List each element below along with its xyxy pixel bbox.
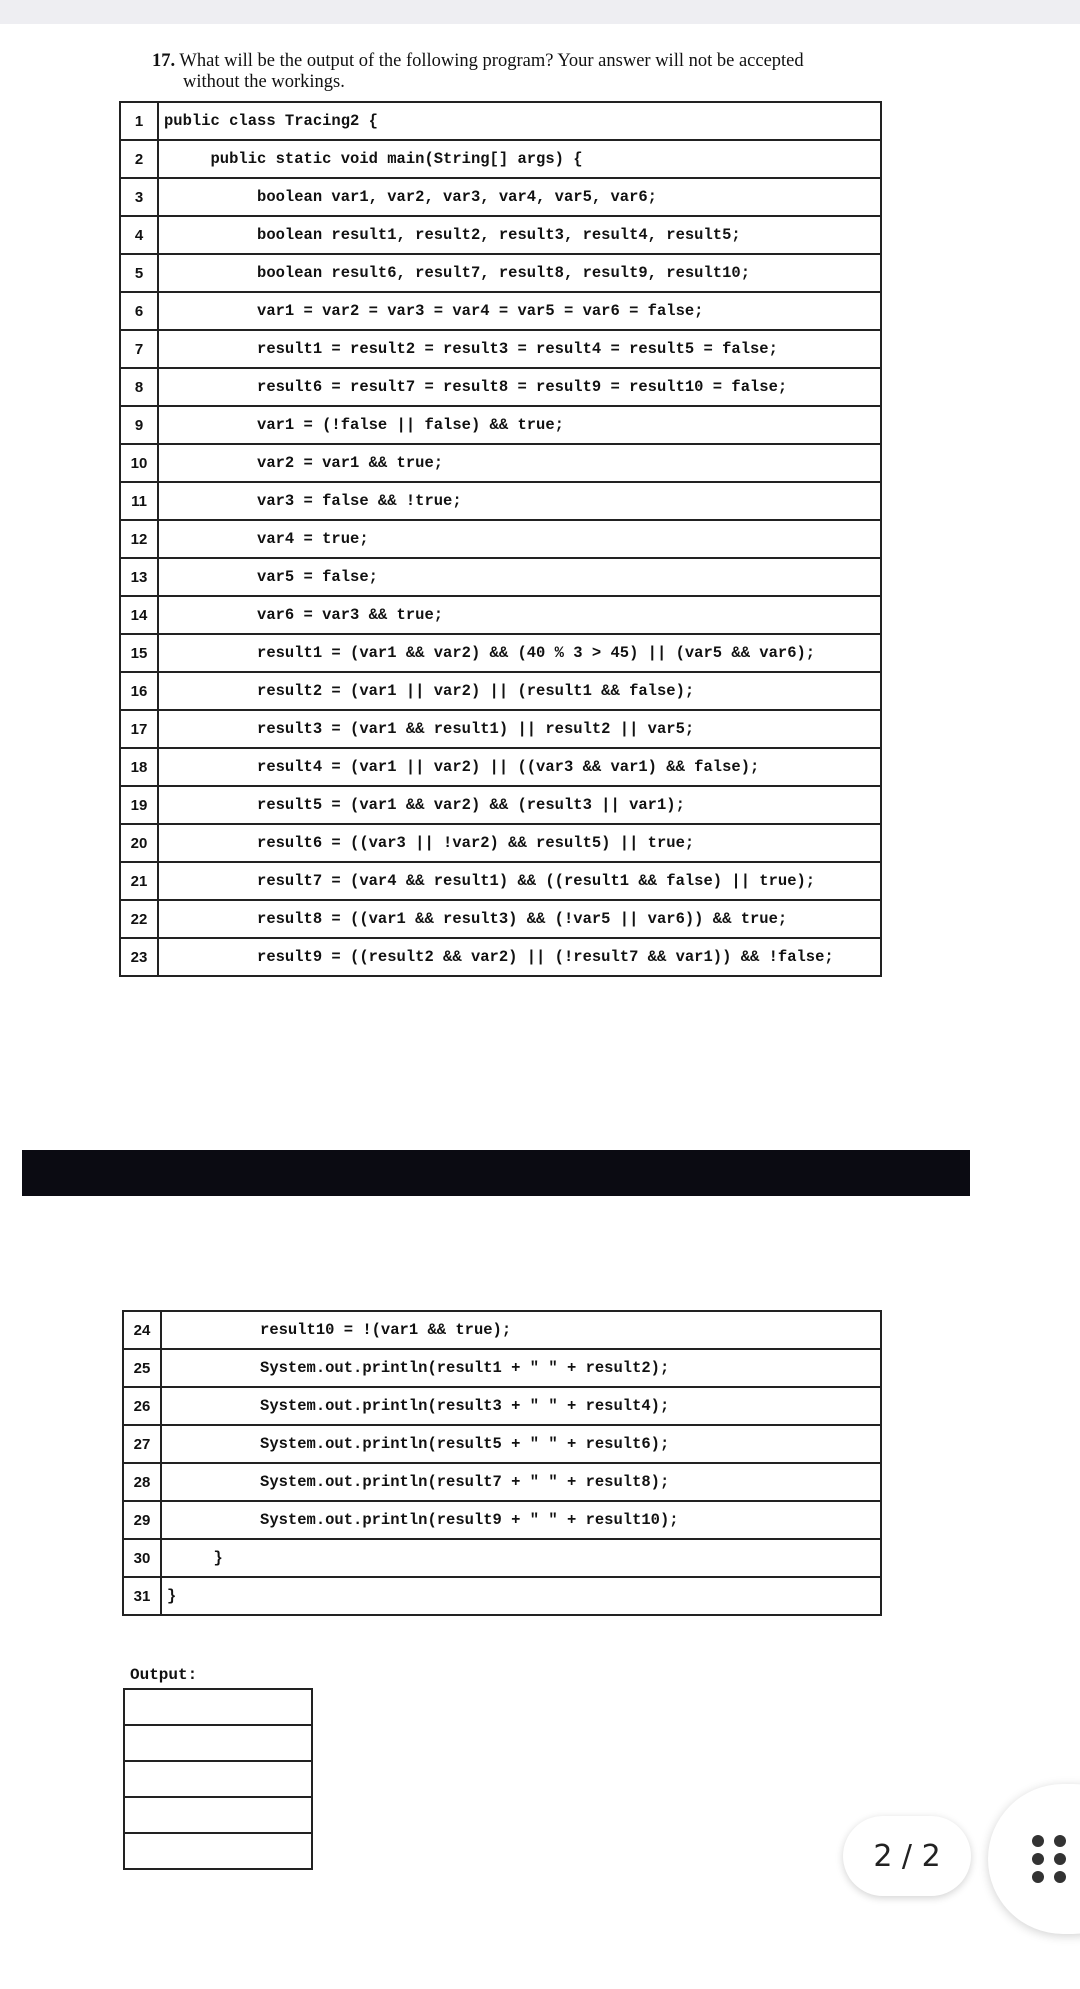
line-number: 15 [120,634,158,672]
code-line [123,1577,881,1615]
code-text: result9 = ((result2 && var2) || (!result7 && var1)) && !false; [158,938,881,976]
code-line [120,938,881,976]
line-number: 25 [123,1349,161,1387]
question-line-1: What will be the output of the following program? Your answer will not be accepted [179,51,804,71]
code-text: result1 = (var1 && var2) && (40 % 3 > 45) || (var5 && var6); [158,634,881,672]
code-line [123,1425,881,1463]
code-text: result6 = result7 = result8 = result9 = result10 = false; [158,368,881,406]
top-status-strip [0,0,1080,24]
line-number: 27 [123,1425,161,1463]
line-number: 10 [120,444,158,482]
code-line [120,406,881,444]
code-table-bottom [122,1310,882,1616]
code-text: boolean result6, result7, result8, result9, result10; [158,254,881,292]
output-cell[interactable] [124,1725,312,1761]
code-line [120,368,881,406]
line-number: 17 [120,710,158,748]
code-line [123,1311,881,1349]
output-row [124,1725,312,1761]
code-line [120,102,881,140]
code-line [120,710,881,748]
code-text: } [161,1539,881,1577]
line-number: 6 [120,292,158,330]
code-text: result4 = (var1 || var2) || ((var3 && var1) && false); [158,748,881,786]
redacted-bar [22,1150,970,1196]
code-line [120,596,881,634]
code-text: System.out.println(result5 + " " + result6); [161,1425,881,1463]
output-cell[interactable] [124,1797,312,1833]
line-number: 31 [123,1577,161,1615]
code-line [123,1463,881,1501]
code-text: System.out.println(result7 + " " + result8); [161,1463,881,1501]
line-number: 18 [120,748,158,786]
code-text: result6 = ((var3 || !var2) && result5) || true; [158,824,881,862]
code-line [120,520,881,558]
code-line [120,672,881,710]
line-number: 24 [123,1311,161,1349]
line-number: 26 [123,1387,161,1425]
code-text: public static void main(String[] args) { [158,140,881,178]
code-line [123,1539,881,1577]
code-text: System.out.println(result3 + " " + result4); [161,1387,881,1425]
output-row [124,1797,312,1833]
line-number: 19 [120,786,158,824]
line-number: 21 [120,862,158,900]
code-text: public class Tracing2 { [158,102,881,140]
output-row [124,1689,312,1725]
question-text [152,51,912,93]
line-number: 30 [123,1539,161,1577]
line-number: 20 [120,824,158,862]
code-line [120,900,881,938]
menu-button[interactable] [988,1784,1080,1934]
code-line [123,1501,881,1539]
line-number: 28 [123,1463,161,1501]
line-number: 12 [120,520,158,558]
code-text: result10 = !(var1 && true); [161,1311,881,1349]
code-line [120,558,881,596]
code-line [120,216,881,254]
code-text: result8 = ((var1 && result3) && (!var5 || var6)) && true; [158,900,881,938]
code-text: boolean result1, result2, result3, result4, result5; [158,216,881,254]
code-text: result2 = (var1 || var2) || (result1 && false); [158,672,881,710]
code-line [120,330,881,368]
output-cell[interactable] [124,1689,312,1725]
line-number: 13 [120,558,158,596]
menu-dots-icon [1032,1835,1066,1883]
line-number: 16 [120,672,158,710]
code-text: var4 = true; [158,520,881,558]
code-text: result5 = (var1 && var2) && (result3 || var1); [158,786,881,824]
line-number: 3 [120,178,158,216]
line-number: 11 [120,482,158,520]
code-line [123,1349,881,1387]
output-table [123,1688,313,1870]
output-row [124,1833,312,1869]
code-line [120,862,881,900]
code-line [120,292,881,330]
question-line-2: without the workings. [183,72,345,92]
code-line [120,634,881,672]
output-row [124,1761,312,1797]
line-number: 1 [120,102,158,140]
code-text: var6 = var3 && true; [158,596,881,634]
line-number: 22 [120,900,158,938]
output-cell[interactable] [124,1833,312,1869]
code-line [120,140,881,178]
code-text: var5 = false; [158,558,881,596]
code-line [120,178,881,216]
line-number: 7 [120,330,158,368]
code-text: } [161,1577,881,1615]
line-number: 2 [120,140,158,178]
line-number: 4 [120,216,158,254]
line-number: 23 [120,938,158,976]
page-indicator[interactable]: 2 / 2 [843,1816,971,1896]
code-line [120,824,881,862]
code-line [120,786,881,824]
code-text: var1 = var2 = var3 = var4 = var5 = var6 = false; [158,292,881,330]
code-text: result1 = result2 = result3 = result4 = result5 = false; [158,330,881,368]
line-number: 14 [120,596,158,634]
code-table-top [119,101,882,977]
code-text: var1 = (!false || false) && true; [158,406,881,444]
code-line [120,482,881,520]
code-line [120,444,881,482]
code-line [120,254,881,292]
code-text: System.out.println(result9 + " " + result10); [161,1501,881,1539]
output-label: Output: [130,1666,198,1684]
code-text: result3 = (var1 && result1) || result2 || var5; [158,710,881,748]
code-text: System.out.println(result1 + " " + result2); [161,1349,881,1387]
code-line [123,1387,881,1425]
code-text: var2 = var1 && true; [158,444,881,482]
question-number: 17. [152,51,176,71]
code-text: var3 = false && !true; [158,482,881,520]
line-number: 9 [120,406,158,444]
line-number: 8 [120,368,158,406]
line-number: 29 [123,1501,161,1539]
output-cell[interactable] [124,1761,312,1797]
code-line [120,748,881,786]
code-text: result7 = (var4 && result1) && ((result1 && false) || true); [158,862,881,900]
code-text: boolean var1, var2, var3, var4, var5, var6; [158,178,881,216]
line-number: 5 [120,254,158,292]
